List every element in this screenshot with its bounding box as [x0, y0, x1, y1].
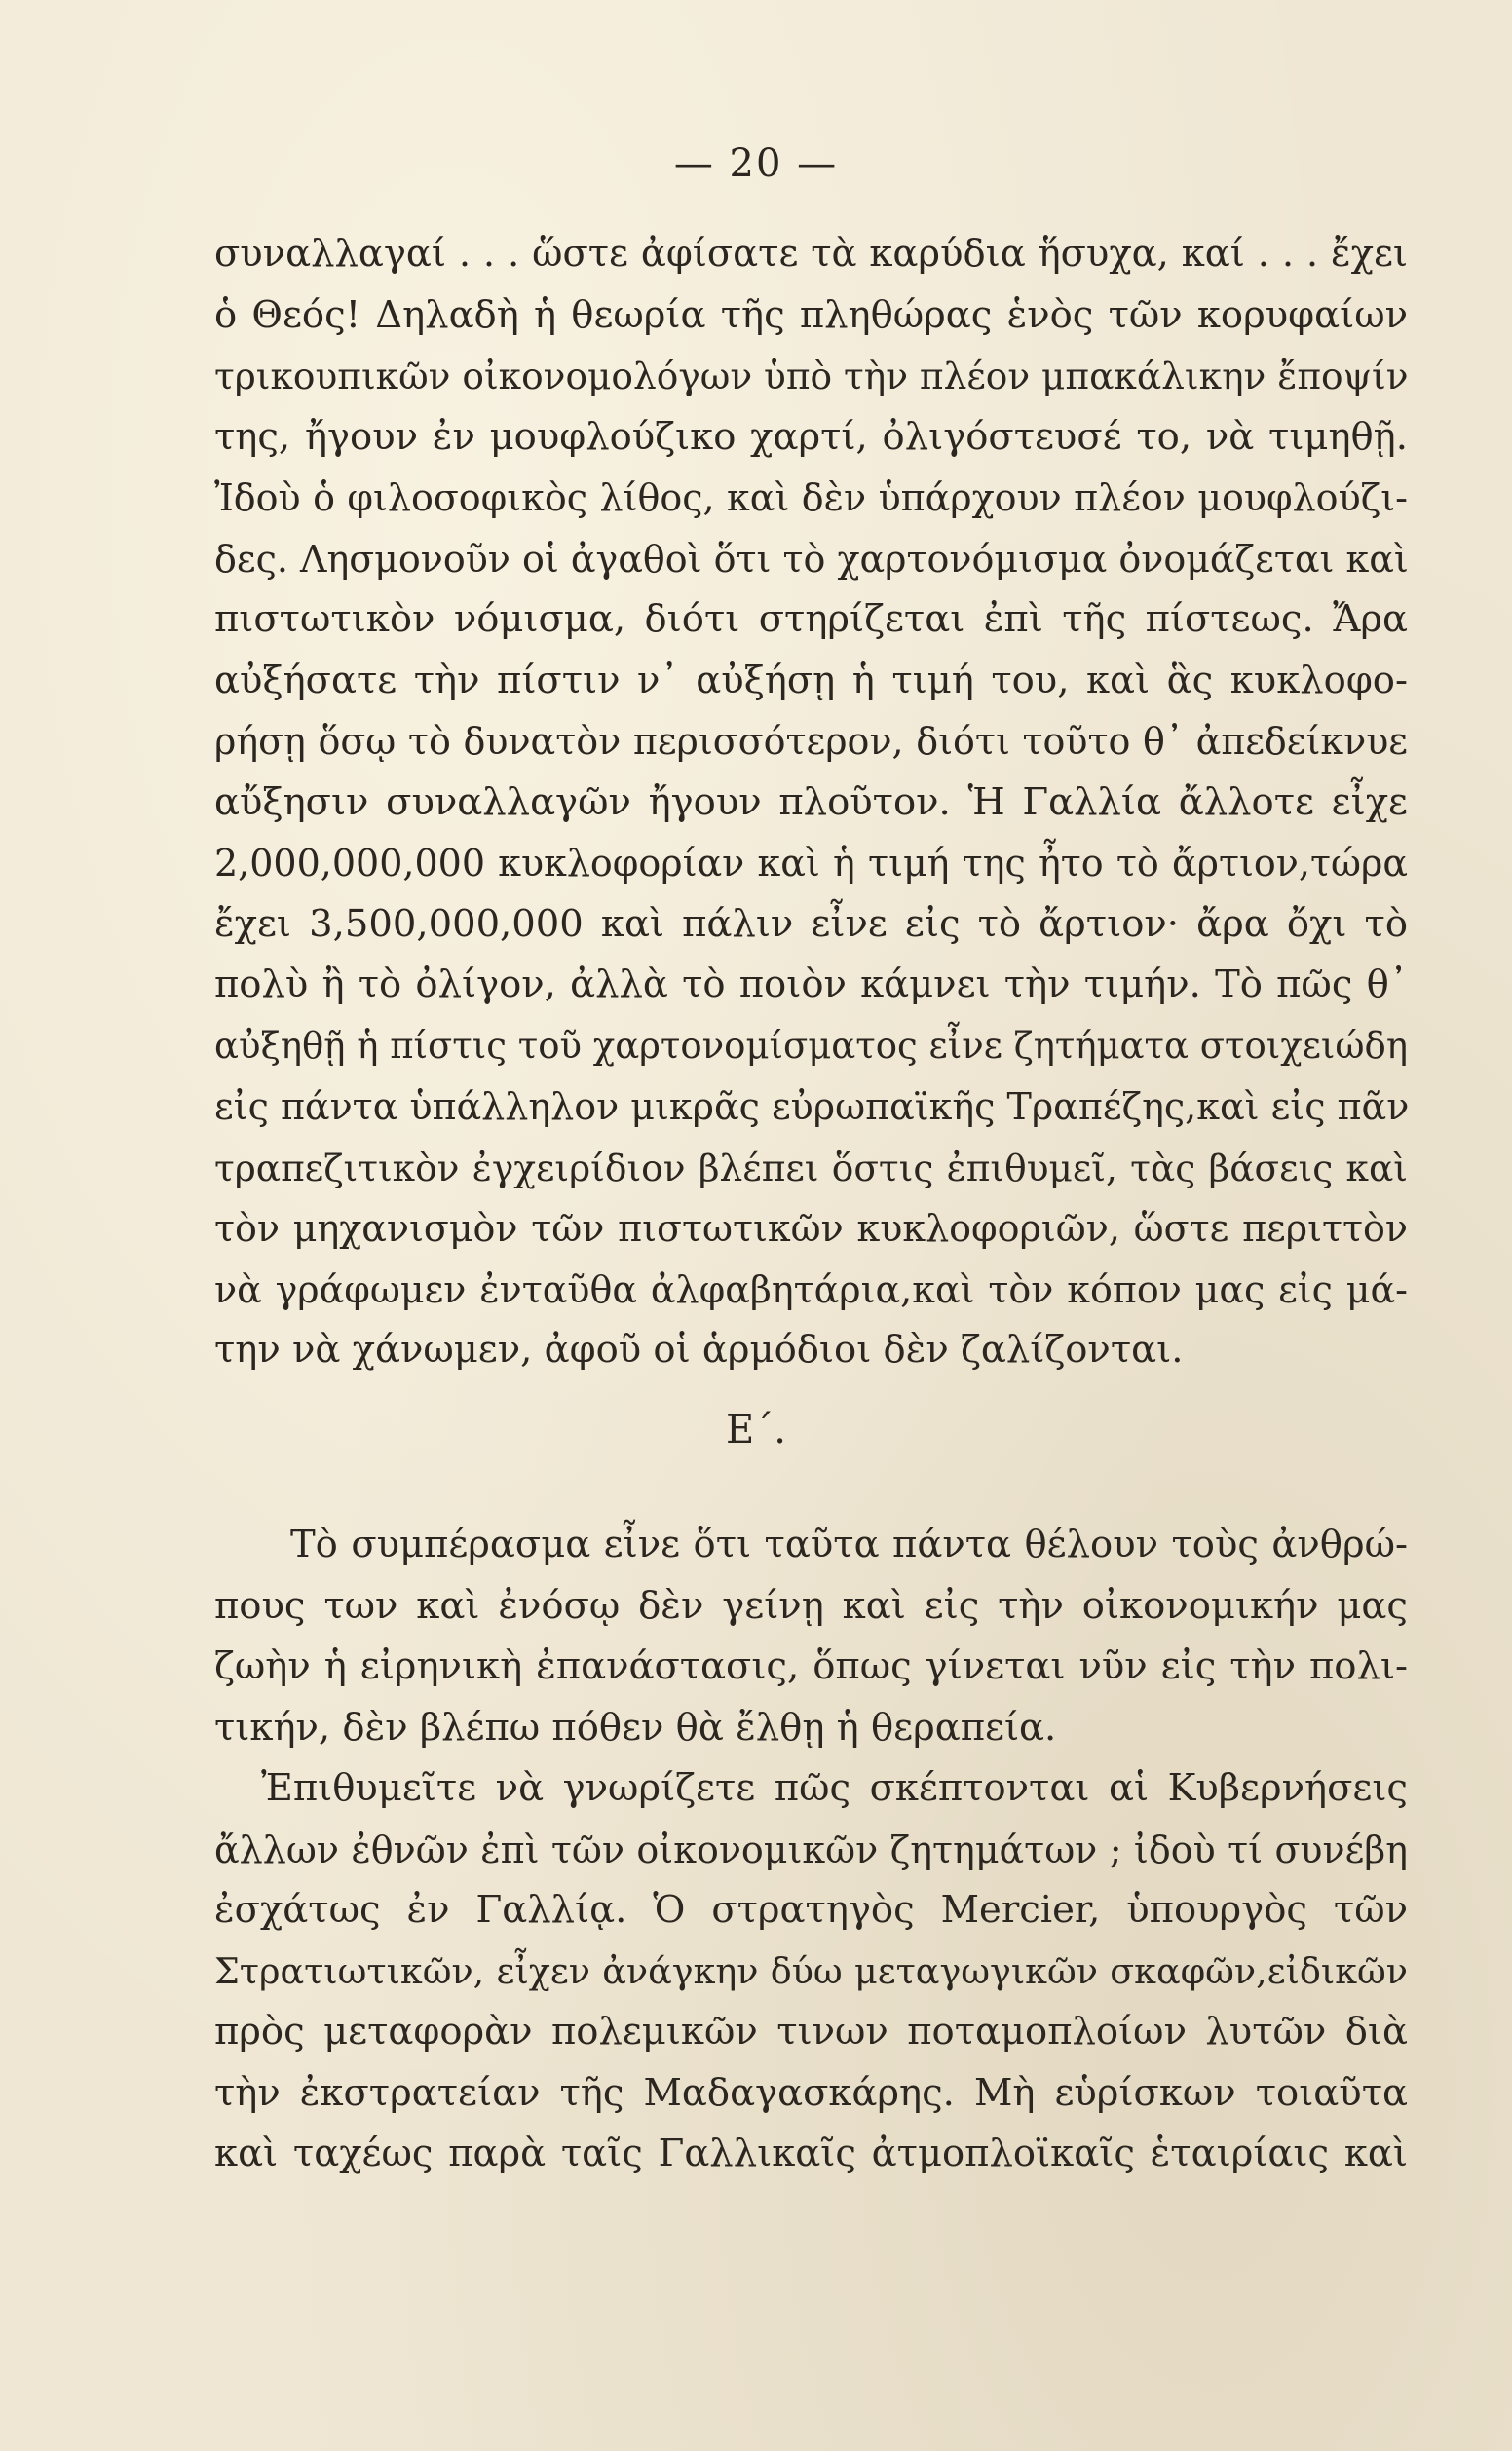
text-line: ὁ Θεός! Δηλαδὴ ἡ θεωρία τῆς πληθώρας ἑνὸς τῶν κορυφαίων: [214, 292, 1408, 337]
section-heading: Ε΄.: [726, 1408, 786, 1452]
text-line: τρικουπικῶν οἰκονομολόγων ὑπὸ τὴν πλέον μπακάλικην ἔποψίν: [214, 355, 1409, 397]
text-line: πιστωτικὸν νόμισμα, διότι στηρίζεται ἐπὶ τῆς πίστεως. Ἄρα: [214, 597, 1408, 641]
text-line: αὔξησιν συναλλαγῶν ἤγουν πλοῦτον. Ἡ Γαλλία ἄλλοτε εἶχε: [214, 779, 1408, 824]
text-line: συναλλαγαί . . . ὥστε ἀφίσατε τὰ καρύδια ἥσυχα, καί . . . ἔχει: [214, 232, 1408, 276]
text-line: 2,000,000,000 κυκλοφορίαν καὶ ἡ τιμή της ἦτο τὸ ἄρτιον,τώρα: [214, 842, 1408, 885]
text-line: εἰς πάντα ὑπάλληλον μικρᾶς εὐρωπαϊκῆς Τραπέζης,καὶ εἰς πᾶν: [214, 1085, 1410, 1128]
text-line: τικήν, δὲν βλέπω πόθεν θὰ ἔλθῃ ἡ θεραπεία.: [214, 1705, 1057, 1750]
text-line: αὐξηθῇ ἡ πίστις τοῦ χαρτονομίσματος εἶνε ζητήματα στοιχειώδη: [214, 1024, 1408, 1067]
text-line: ἐσχάτως ἐν Γαλλίᾳ. Ὁ στρατηγὸς Mercier, ὑπουργὸς τῶν: [214, 1888, 1408, 1932]
page-number: — 20 —: [673, 141, 839, 186]
text-line: της, ἤγουν ἐν μουφλούζικο χαρτί, ὀλιγόστευσέ το, νὰ τιμηθῇ.: [214, 414, 1408, 459]
text-line: Τὸ συμπέρασμα εἶνε ὅτι ταῦτα πάντα θέλουν τοὺς ἀνθρώ-: [290, 1523, 1408, 1566]
paragraph-1: [214, 224, 1408, 1381]
text-line: δες. Λησμονοῦν οἱ ἀγαθοὶ ὅτι τὸ χαρτονόμισμα ὀνομάζεται καὶ: [214, 537, 1409, 581]
text-line: ζωὴν ἡ εἰρηνικὴ ἐπανάστασις, ὅπως γίνεται νῦν εἰς τὴν πολι-: [214, 1644, 1408, 1688]
text-line: ἔχει 3,500,000,000 καὶ πάλιν εἶνε εἰς τὸ ἄρτιον· ἄρα ὄχι τὸ: [214, 901, 1408, 946]
text-line: Στρατιωτικῶν, εἶχεν ἀνάγκην δύω μεταγωγικῶν σκαφῶν,εἰδικῶν: [214, 1949, 1408, 1992]
text-line: τὴν ἐκστρατείαν τῆς Μαδαγασκάρης. Μὴ εὑρίσκων τοιαῦτα: [214, 2070, 1408, 2115]
text-line: τὸν μηχανισμὸν τῶν πιστωτικῶν κυκλοφοριῶν, ὥστε περιττὸν: [214, 1207, 1408, 1250]
text-line: καὶ ταχέως παρὰ ταῖς Γαλλικαῖς ἀτμοπλοϊκαῖς ἑταιρίαις καὶ: [214, 2131, 1408, 2175]
paragraph-2-and-3: [214, 1515, 1408, 2185]
text-line: νὰ γράφωμεν ἐνταῦθα ἀλφαβητάρια,καὶ τὸν κόπον μας εἰς μά-: [214, 1267, 1408, 1311]
text-line: πρὸς μεταφορὰν πολεμικῶν τινων ποταμοπλοίων λυτῶν διὰ: [214, 2010, 1408, 2054]
text-line: ἄλλων ἐθνῶν ἐπὶ τῶν οἰκονομικῶν ζητημάτων ; ἰδοὺ τί συνέβη: [214, 1828, 1408, 1871]
text-line: ρήσῃ ὅσῳ τὸ δυνατὸν περισσότερον, διότι τοῦτο θ᾿ ἀπεδείκνυε: [214, 720, 1408, 763]
text-line: πολὺ ἢ τὸ ὀλίγον, ἀλλὰ τὸ ποιὸν κάμνει τὴν τιμήν. Τὸ πῶς θ᾿: [214, 962, 1408, 1006]
text-line: τραπεζιτικὸν ἐγχειρίδιον βλέπει ὅστις ἐπιθυμεῖ, τὰς βάσεις καὶ: [214, 1146, 1408, 1189]
text-line: Ἐπιθυμεῖτε νὰ γνωρίζετε πῶς σκέπτονται αἱ Κυβερνήσεις: [261, 1766, 1408, 1810]
text-line: την νὰ χάνωμεν, ἀφοῦ οἱ ἁρμόδιοι δὲν ζαλίζονται.: [214, 1328, 1184, 1372]
text-line: Ἰδοὺ ὁ φιλοσοφικὸς λίθος, καὶ δὲν ὑπάρχουν πλέον μουφλούζι-: [214, 476, 1408, 519]
text-line: αὐξήσατε τὴν πίστιν ν᾿ αὐξήσῃ ἡ τιμή του, καὶ ἃς κυκλοφο-: [214, 658, 1408, 702]
text-line: πους των καὶ ἐνόσῳ δὲν γείνῃ καὶ εἰς τὴν οἰκονομικήν μας: [214, 1583, 1408, 1628]
